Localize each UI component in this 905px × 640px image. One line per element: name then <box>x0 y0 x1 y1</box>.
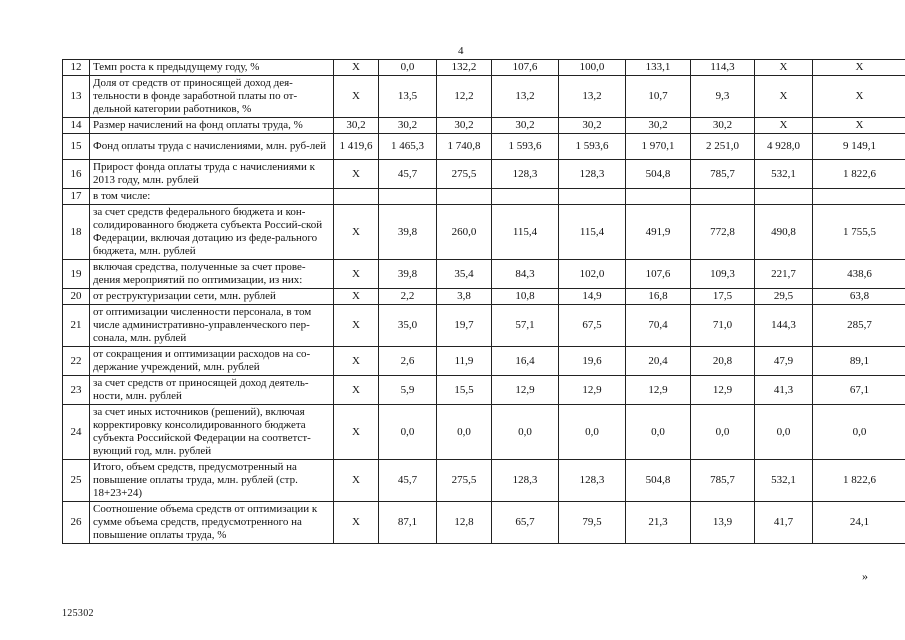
row-number: 21 <box>63 305 90 347</box>
value-cell: 275,5 <box>437 460 492 502</box>
value-cell: Х <box>334 260 379 289</box>
value-cell: 14,9 <box>559 289 626 305</box>
value-cell: 41,3 <box>755 376 813 405</box>
row-description: Размер начислений на фонд оплаты труда, % <box>90 118 334 134</box>
value-cell: 285,7 <box>813 305 905 347</box>
row-number: 14 <box>63 118 90 134</box>
value-cell: 115,4 <box>559 205 626 260</box>
value-cell: 785,7 <box>691 460 755 502</box>
value-cell: 133,1 <box>626 60 691 76</box>
value-cell: 504,8 <box>626 160 691 189</box>
value-cell: 1 822,6 <box>813 460 905 502</box>
table-row <box>63 205 905 260</box>
value-cell: 12,9 <box>691 376 755 405</box>
value-cell: 16,4 <box>492 347 559 376</box>
value-cell: 29,5 <box>755 289 813 305</box>
value-cell: 1 822,6 <box>813 160 905 189</box>
value-cell: Х <box>334 405 379 460</box>
table-row <box>63 502 905 544</box>
row-number: 15 <box>63 134 90 160</box>
value-cell: 19,6 <box>559 347 626 376</box>
table-row <box>63 134 905 160</box>
row-description: за счет средств федерального бюджета и кон-солидированного бюджета субъекта Россий-ской Федерации, включая дотацию из феде-рального бюджета, млн. рублей <box>90 205 334 260</box>
row-number: 24 <box>63 405 90 460</box>
table-row <box>63 289 905 305</box>
value-cell: 2,2 <box>379 289 437 305</box>
value-cell <box>492 189 559 205</box>
row-description: Соотношение объема средств от оптимизации к сумме объема средств, предусмотренного на повышение оплаты труда, % <box>90 502 334 544</box>
value-cell: 35,4 <box>437 260 492 289</box>
value-cell: Х <box>813 60 905 76</box>
value-cell: 65,7 <box>492 502 559 544</box>
value-cell: 5,9 <box>379 376 437 405</box>
value-cell: 100,0 <box>559 60 626 76</box>
value-cell: 30,2 <box>437 118 492 134</box>
row-description: Доля от средств от приносящей доход дея-тельности в фонде заработной платы по от-дельной категории работников, % <box>90 76 334 118</box>
table-row <box>63 160 905 189</box>
value-cell <box>559 189 626 205</box>
row-number: 17 <box>63 189 90 205</box>
value-cell: 67,5 <box>559 305 626 347</box>
value-cell: 491,9 <box>626 205 691 260</box>
value-cell: 275,5 <box>437 160 492 189</box>
document-code: 125302 <box>62 608 94 619</box>
value-cell: 10,8 <box>492 289 559 305</box>
value-cell <box>813 189 905 205</box>
value-cell: 71,0 <box>691 305 755 347</box>
value-cell: 144,3 <box>755 305 813 347</box>
value-cell: 30,2 <box>559 118 626 134</box>
value-cell: 20,4 <box>626 347 691 376</box>
table-row <box>63 376 905 405</box>
value-cell: 504,8 <box>626 460 691 502</box>
value-cell: 12,2 <box>437 76 492 118</box>
value-cell: 39,8 <box>379 205 437 260</box>
value-cell <box>755 189 813 205</box>
value-cell: 19,7 <box>437 305 492 347</box>
row-number: 19 <box>63 260 90 289</box>
value-cell: 45,7 <box>379 460 437 502</box>
value-cell: 47,9 <box>755 347 813 376</box>
value-cell: 0,0 <box>492 405 559 460</box>
closing-quote: » <box>862 569 868 583</box>
value-cell: 109,3 <box>691 260 755 289</box>
value-cell: 70,4 <box>626 305 691 347</box>
value-cell: Х <box>334 376 379 405</box>
value-cell: 0,0 <box>691 405 755 460</box>
row-description: от реструктуризации сети, млн. рублей <box>90 289 334 305</box>
value-cell: 107,6 <box>626 260 691 289</box>
value-cell: 0,0 <box>626 405 691 460</box>
row-description: Темп роста к предыдущему году, % <box>90 60 334 76</box>
value-cell <box>379 189 437 205</box>
value-cell: Х <box>813 118 905 134</box>
row-description: от сокращения и оптимизации расходов на со-держание учреждений, млн. рублей <box>90 347 334 376</box>
value-cell: Х <box>755 60 813 76</box>
value-cell: 30,2 <box>626 118 691 134</box>
value-cell: 772,8 <box>691 205 755 260</box>
value-cell: 128,3 <box>492 460 559 502</box>
row-number: 20 <box>63 289 90 305</box>
value-cell: 84,3 <box>492 260 559 289</box>
page-number: 4 <box>458 45 464 57</box>
value-cell: 41,7 <box>755 502 813 544</box>
value-cell: 12,9 <box>626 376 691 405</box>
row-number: 23 <box>63 376 90 405</box>
value-cell: 128,3 <box>559 160 626 189</box>
row-number: 25 <box>63 460 90 502</box>
value-cell: 0,0 <box>813 405 905 460</box>
row-description: Фонд оплаты труда с начислениями, млн. руб-лей <box>90 134 334 160</box>
value-cell: Х <box>334 76 379 118</box>
value-cell: 532,1 <box>755 460 813 502</box>
value-cell <box>334 189 379 205</box>
value-cell: 0,0 <box>437 405 492 460</box>
value-cell: 63,8 <box>813 289 905 305</box>
value-cell: 9,3 <box>691 76 755 118</box>
value-cell: 39,8 <box>379 260 437 289</box>
table-row <box>63 76 905 118</box>
value-cell: 21,3 <box>626 502 691 544</box>
value-cell: 1 465,3 <box>379 134 437 160</box>
value-cell: 45,7 <box>379 160 437 189</box>
value-cell: 115,4 <box>492 205 559 260</box>
value-cell: Х <box>334 460 379 502</box>
value-cell: 17,5 <box>691 289 755 305</box>
value-cell: 2,6 <box>379 347 437 376</box>
table-row <box>63 60 905 76</box>
row-number: 12 <box>63 60 90 76</box>
value-cell: 1 419,6 <box>334 134 379 160</box>
table-body <box>63 60 905 544</box>
value-cell: 1 593,6 <box>492 134 559 160</box>
value-cell: Х <box>334 205 379 260</box>
value-cell: 1 755,5 <box>813 205 905 260</box>
value-cell: 532,1 <box>755 160 813 189</box>
value-cell: 30,2 <box>334 118 379 134</box>
value-cell: 102,0 <box>559 260 626 289</box>
value-cell <box>437 189 492 205</box>
value-cell: 30,2 <box>492 118 559 134</box>
value-cell: 114,3 <box>691 60 755 76</box>
row-description: включая средства, полученные за счет прове-дения мероприятий по оптимизации, из них: <box>90 260 334 289</box>
value-cell: 2 251,0 <box>691 134 755 160</box>
row-description: от оптимизации численности персонала, в том числе административно-управленческого пер-сонала, млн. рублей <box>90 305 334 347</box>
value-cell: 260,0 <box>437 205 492 260</box>
row-number: 22 <box>63 347 90 376</box>
table-row <box>63 347 905 376</box>
row-description: Итого, объем средств, предусмотренный на повышение оплаты труда, млн. рублей (стр. 18+23+24) <box>90 460 334 502</box>
value-cell: 30,2 <box>379 118 437 134</box>
value-cell: 0,0 <box>755 405 813 460</box>
value-cell: 221,7 <box>755 260 813 289</box>
value-cell: Х <box>334 160 379 189</box>
value-cell: 128,3 <box>492 160 559 189</box>
value-cell: Х <box>755 118 813 134</box>
value-cell: 1 970,1 <box>626 134 691 160</box>
table-row <box>63 460 905 502</box>
value-cell: 16,8 <box>626 289 691 305</box>
value-cell: 10,7 <box>626 76 691 118</box>
table-row <box>63 260 905 289</box>
value-cell: 0,0 <box>559 405 626 460</box>
value-cell: 490,8 <box>755 205 813 260</box>
value-cell: 87,1 <box>379 502 437 544</box>
row-number: 13 <box>63 76 90 118</box>
value-cell: 132,2 <box>437 60 492 76</box>
value-cell: Х <box>334 305 379 347</box>
value-cell: Х <box>334 60 379 76</box>
value-cell: 24,1 <box>813 502 905 544</box>
value-cell: 4 928,0 <box>755 134 813 160</box>
value-cell: Х <box>334 347 379 376</box>
table-row <box>63 305 905 347</box>
value-cell <box>626 189 691 205</box>
value-cell: 1 740,8 <box>437 134 492 160</box>
row-description: за счет средств от приносящей доход деятель-ности, млн. рублей <box>90 376 334 405</box>
value-cell: Х <box>334 289 379 305</box>
value-cell: 13,2 <box>559 76 626 118</box>
row-description: в том числе: <box>90 189 334 205</box>
value-cell: 128,3 <box>559 460 626 502</box>
value-cell: 30,2 <box>691 118 755 134</box>
value-cell: 35,0 <box>379 305 437 347</box>
value-cell: 20,8 <box>691 347 755 376</box>
row-number: 18 <box>63 205 90 260</box>
value-cell: 9 149,1 <box>813 134 905 160</box>
row-description: за счет иных источников (решений), включая корректировку консолидированного бюджета субъекта Российской Федерации на соответст-вующий год, млн. рублей <box>90 405 334 460</box>
value-cell: Х <box>334 502 379 544</box>
value-cell: 12,9 <box>492 376 559 405</box>
value-cell <box>691 189 755 205</box>
value-cell: 107,6 <box>492 60 559 76</box>
value-cell: 13,9 <box>691 502 755 544</box>
value-cell: 11,9 <box>437 347 492 376</box>
row-description: Прирост фонда оплаты труда с начислениями к 2013 году, млн. рублей <box>90 160 334 189</box>
value-cell: 0,0 <box>379 60 437 76</box>
table-row <box>63 118 905 134</box>
value-cell: 0,0 <box>379 405 437 460</box>
value-cell: 785,7 <box>691 160 755 189</box>
value-cell: 57,1 <box>492 305 559 347</box>
value-cell: Х <box>755 76 813 118</box>
value-cell: 79,5 <box>559 502 626 544</box>
row-number: 16 <box>63 160 90 189</box>
value-cell: 438,6 <box>813 260 905 289</box>
row-number: 26 <box>63 502 90 544</box>
value-cell: 3,8 <box>437 289 492 305</box>
table-row <box>63 189 905 205</box>
value-cell: 13,5 <box>379 76 437 118</box>
value-cell: 67,1 <box>813 376 905 405</box>
value-cell: 15,5 <box>437 376 492 405</box>
value-cell: 89,1 <box>813 347 905 376</box>
value-cell: 1 593,6 <box>559 134 626 160</box>
table-row <box>63 405 905 460</box>
value-cell: 12,8 <box>437 502 492 544</box>
value-cell: 13,2 <box>492 76 559 118</box>
value-cell: Х <box>813 76 905 118</box>
indicators-table <box>62 59 905 544</box>
value-cell: 12,9 <box>559 376 626 405</box>
